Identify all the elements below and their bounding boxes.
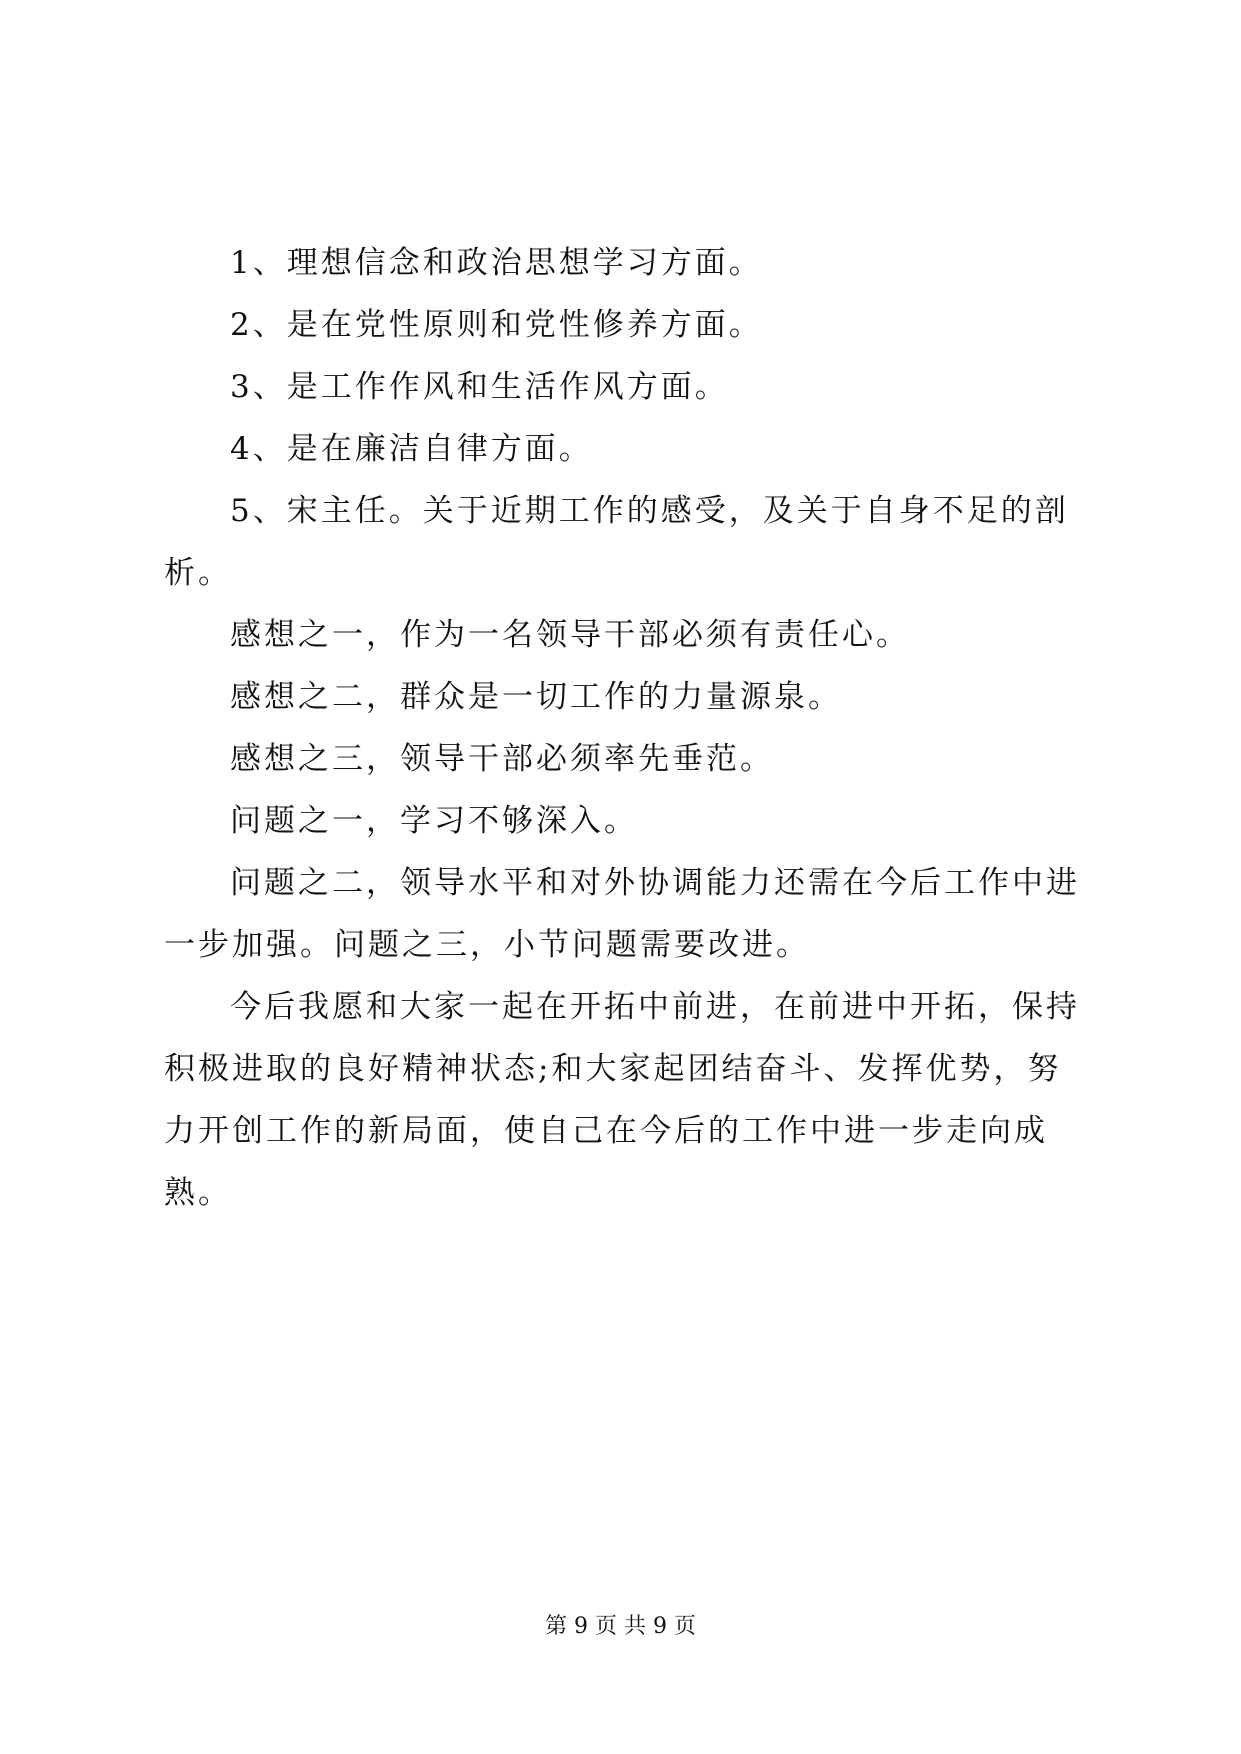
paragraph-10: 问题之二，领导水平和对外协调能力还需在今后工作中进一步加强。问题之三，小节问题需要改进。 (164, 865, 1080, 963)
paragraph-2: 2、是在党性原则和党性修养方面。 (230, 307, 763, 343)
paragraph-3: 3、是工作作风和生活作风方面。 (230, 369, 729, 405)
paragraph-4: 4、是在廉洁自律方面。 (230, 431, 593, 467)
page-footer: 第 9 页 共 9 页 (545, 1614, 696, 1639)
paragraph-1: 1、理想信念和政治思想学习方面。 (230, 245, 763, 281)
paragraph-7: 感想之二，群众是一切工作的力量源泉。 (230, 679, 842, 715)
paragraph-8: 感想之三，领导干部必须率先垂范。 (230, 741, 774, 777)
paragraph-6: 感想之一，作为一名领导干部必须有责任心。 (230, 617, 910, 653)
document-body (164, 232, 1094, 1224)
paragraph-5: 5、宋主任。关于近期工作的感受，及关于自身不足的剖析。 (164, 493, 1069, 591)
paragraph-11: 今后我愿和大家一起在开拓中前进，在前进中开拓，保持积极进取的良好精神状态;和大家起团结奋斗、发挥优势，努力开创工作的新局面，使自己在今后的工作中进一步走向成熟。 (164, 989, 1080, 1211)
paragraph-9: 问题之一，学习不够深入。 (230, 803, 638, 839)
